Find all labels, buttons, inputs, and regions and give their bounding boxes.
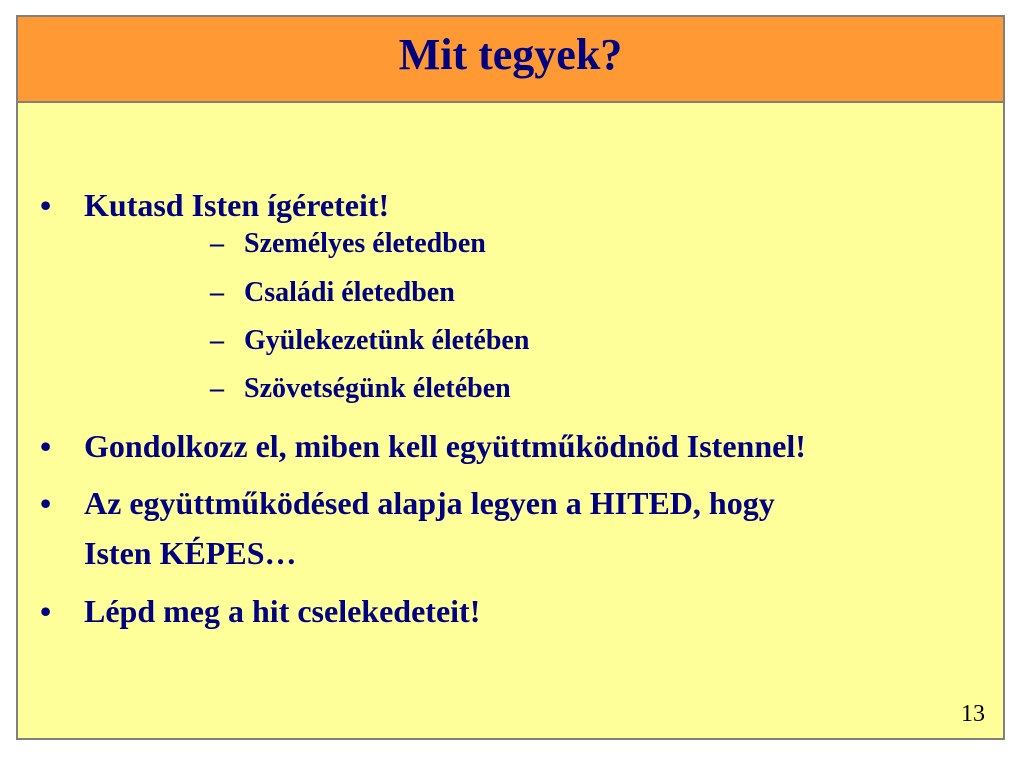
slide-content [18,17,1003,738]
sub-bullet-item [18,224,1003,264]
sub-bullet-text: Személyes életedben [244,228,486,259]
page-number: 13 [961,701,985,727]
sub-bullet-item [18,369,1003,409]
sub-bullet-item [18,321,1003,361]
bullet-item [18,586,1003,636]
dash-icon: – [210,325,224,356]
bullet-text: Kutasd Isten ígéreteit! [84,187,390,223]
bullet-text-line-1: Az együttműködésed alapja legyen a HITED, hogy [84,485,775,521]
bullet-icon: • [40,485,52,521]
bullet-icon: • [40,187,52,223]
bullet-item [18,421,1003,471]
dash-icon: – [210,373,224,404]
sub-bullet-text: Szövetségünk életében [244,373,511,404]
bullet-text: Lépd meg a hit cselekedeteit! [84,593,481,629]
bullet-icon: • [40,593,52,629]
sub-bullet-text: Családi életedben [244,277,455,308]
slide [16,15,1005,740]
sub-bullet-item [18,273,1003,313]
slide-title: Mit tegyek? [398,30,623,79]
dash-icon: – [210,228,224,259]
dash-icon: – [210,277,224,308]
bullet-item [18,180,1003,230]
bullet-text-line-2: Isten KÉPES… [84,535,297,571]
bullet-text: Gondolkozz el, miben kell együttműködnöd Istennel! [84,428,806,464]
sub-bullet-text: Gyülekezetünk életében [244,325,530,356]
bullet-icon: • [40,428,52,464]
bullet-item [18,478,1003,578]
